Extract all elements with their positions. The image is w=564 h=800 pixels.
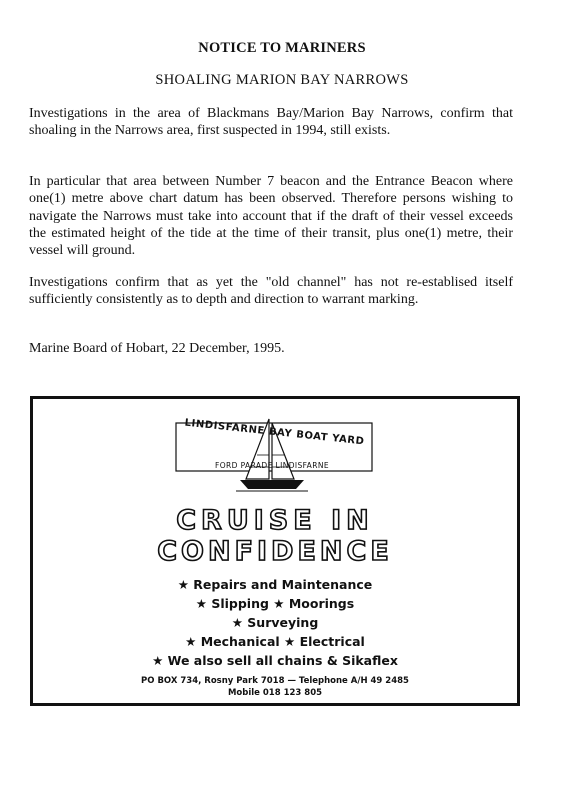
service-line-3: ★ Surveying <box>231 615 319 630</box>
headline-confidence: CONFIDENCE <box>157 536 393 567</box>
paragraph-2: In particular that area between Number 7 beacon and the Entrance Beacon where one(1) metre above chart datum has been observed. Therefore persons wishing to navigate the Narrows must take into account that if the draft of their vessel exceeds the estimated height of the tide at the time of their transit, plus one(1) metre, their vessel will ground. <box>29 174 513 259</box>
paragraph-1: Investigations in the area of Blackmans Bay/Marion Bay Narrows, confirm that shoaling in the Narrows area, first suspected in 1994, still exists. <box>29 106 513 139</box>
notice-title: NOTICE TO MARINERS <box>198 40 366 56</box>
logo-address: FORD PARADE LINDISFARNE <box>215 461 329 470</box>
boatyard-advertisement <box>30 396 520 706</box>
paragraph-3: Investigations confirm that as yet the "old channel" has not re-establised itself sufficiently consistently as to depth and direction to warrant marking. <box>29 275 513 308</box>
service-line-5: ★ We also sell all chains & Sikaflex <box>152 653 398 668</box>
service-line-1: ★ Repairs and Maintenance <box>177 577 373 592</box>
logo-name: LINDISFARNE BAY BOAT YARD <box>184 417 365 448</box>
contact-mobile: Mobile 018 123 805 <box>227 688 323 698</box>
boatyard-logo <box>174 417 374 492</box>
logo-text <box>174 417 374 492</box>
headline-cruise-in: CRUISE IN <box>176 505 374 536</box>
service-line-2: ★ Slipping ★ Moorings <box>195 596 355 611</box>
service-line-4: ★ Mechanical ★ Electrical <box>185 634 365 649</box>
notice-subtitle: SHOALING MARION BAY NARROWS <box>155 72 409 88</box>
signature-line: Marine Board of Hobart, 22 December, 1995. <box>29 341 285 356</box>
contact-address: PO BOX 734, Rosny Park 7018 — Telephone A/H 49 2485 <box>141 676 409 686</box>
